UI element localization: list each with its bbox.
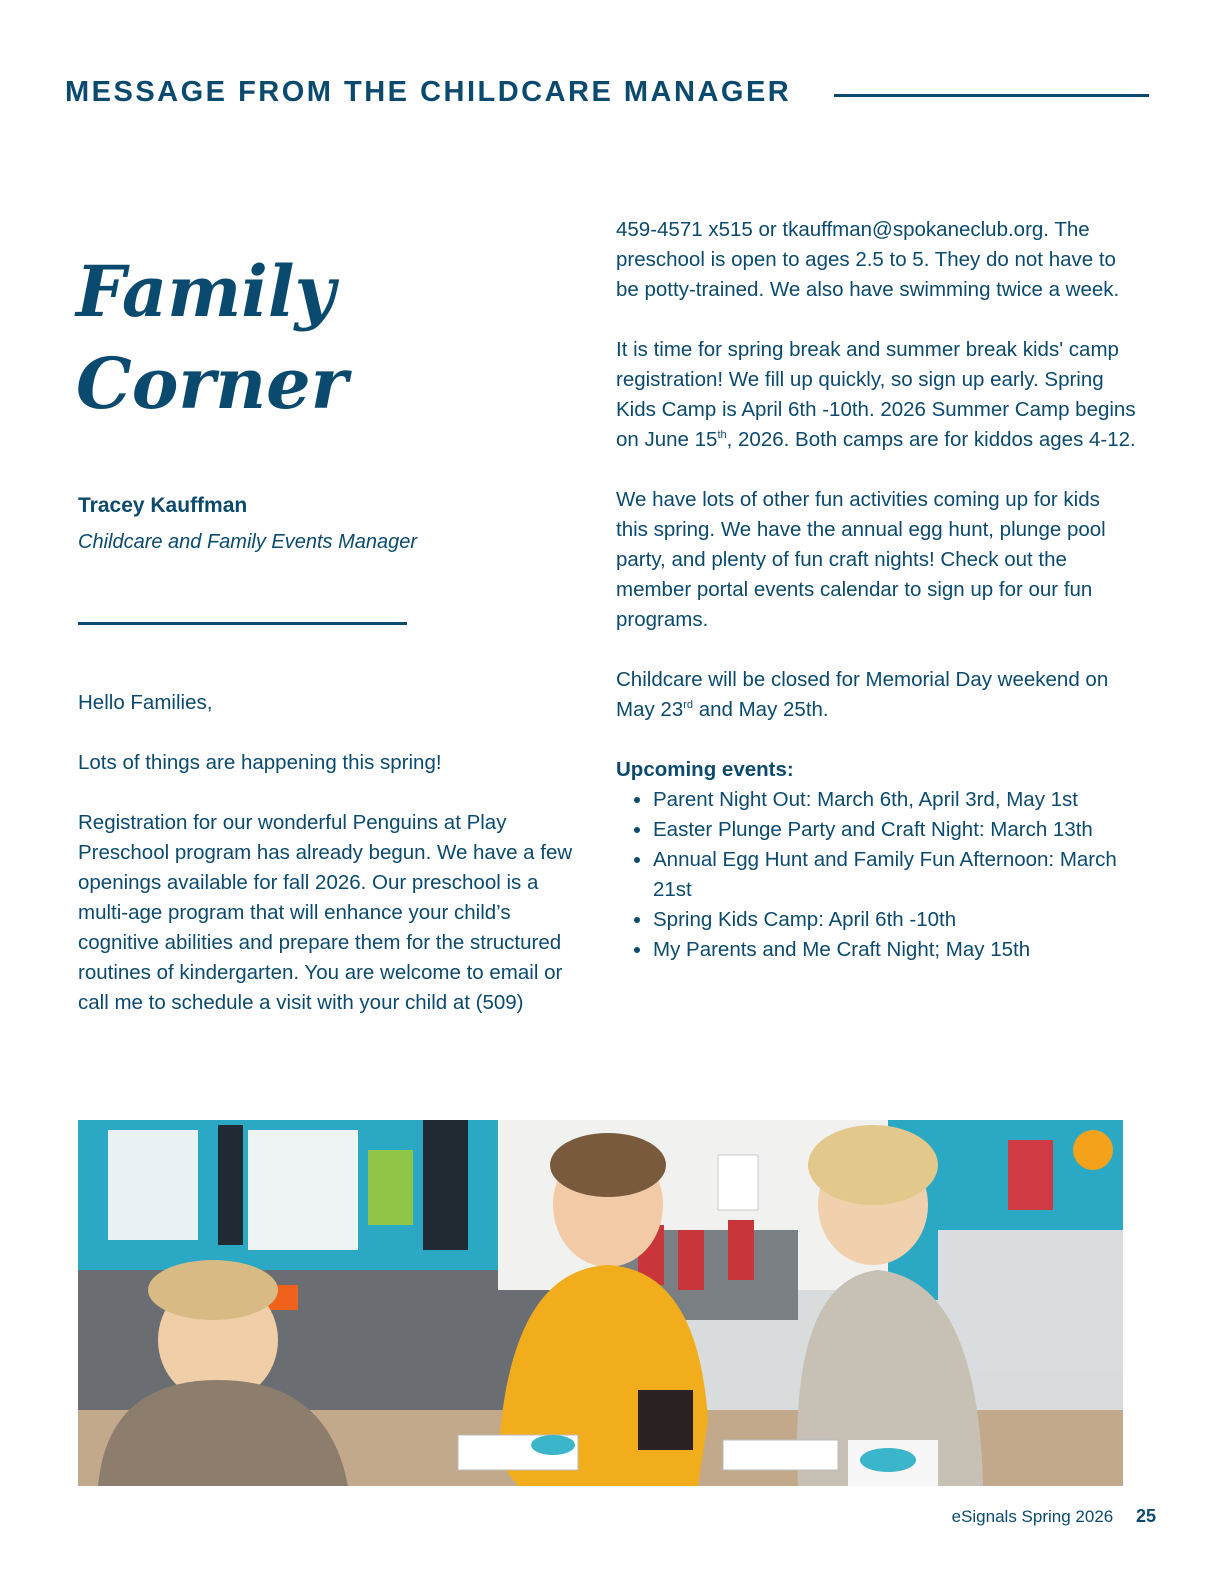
preschool-paragraph	[78, 808, 578, 1018]
header-divider	[834, 94, 1149, 97]
greeting: Hello Families,	[78, 691, 213, 714]
publication-name: eSignals Spring 2026	[951, 1507, 1114, 1526]
camp-superscript: th	[717, 429, 727, 442]
preschool-text-continued: 459-4571 x515 or tkauffman@spokaneclub.org. The preschool is open to ages 2.5 to 5. They do not have to be potty-trained. We also have swimming twice a week.	[616, 218, 1120, 301]
events-heading: Upcoming events:	[616, 758, 794, 781]
feature-title-line1: Family	[76, 250, 336, 333]
camp-text-end: , 2026. Both camps are for kiddos ages 4-12.	[726, 428, 1136, 451]
preschool-text: Registration for our wonderful Penguins at Play Preschool program has already begun. We have a few openings available for fall 2026. Our preschool is a multi-age program that will enhance your child’s cognitive abilities and prepare them for the structured routines of kindergarten. You are welcome to email or call me to schedule a visit with your child at (509)	[78, 811, 573, 1014]
page-footer	[952, 1506, 1156, 1527]
event-item: • Spring Kids Camp: April 6th -10th	[653, 905, 1136, 935]
event-item: • My Parents and Me Craft Night; May 15th	[653, 935, 1136, 965]
camp-text: It is time for spring break and summer break kids' camp registration! We fill up quickly, so sign up early. Spring Kids Camp is April 6th -10th. 2026 Summer Camp begins on June 15	[616, 338, 1136, 451]
article-column-left	[78, 688, 578, 1018]
author-name: Tracey Kauffman	[78, 494, 248, 517]
closure-paragraph	[616, 665, 1136, 725]
preschool-continued	[616, 215, 1136, 305]
intro-paragraph: Lots of things are happening this spring!	[78, 751, 442, 774]
children-painting-photo	[78, 1120, 1123, 1486]
feature-title-line2: Corner	[76, 342, 348, 425]
closure-text-end: and May 25th.	[693, 698, 829, 721]
article-column-right	[616, 215, 1136, 965]
feature-title	[76, 246, 348, 430]
author-role: Childcare and Family Events Manager	[78, 531, 418, 553]
event-item: • Annual Egg Hunt and Family Fun Afternoon: March 21st	[653, 845, 1136, 905]
closure-text: Childcare will be closed for Memorial Day weekend on May 23	[616, 668, 1109, 721]
page-number: 25	[1135, 1506, 1156, 1526]
events-list	[616, 785, 1136, 965]
event-item: • Parent Night Out: March 6th, April 3rd, May 1st	[653, 785, 1136, 815]
event-item: • Easter Plunge Party and Craft Night: March 13th	[653, 815, 1136, 845]
camp-paragraph	[616, 335, 1136, 455]
activities-paragraph: We have lots of other fun activities coming up for kids this spring. We have the annual egg hunt, plunge pool party, and plenty of fun craft nights! Check out the member portal events calendar to sign up for our fun programs.	[616, 488, 1106, 631]
closure-superscript: rd	[683, 699, 694, 712]
author-divider	[78, 622, 407, 625]
photo-illustration	[78, 1120, 1123, 1486]
section-header: MESSAGE FROM THE CHILDCARE MANAGER	[65, 76, 792, 108]
